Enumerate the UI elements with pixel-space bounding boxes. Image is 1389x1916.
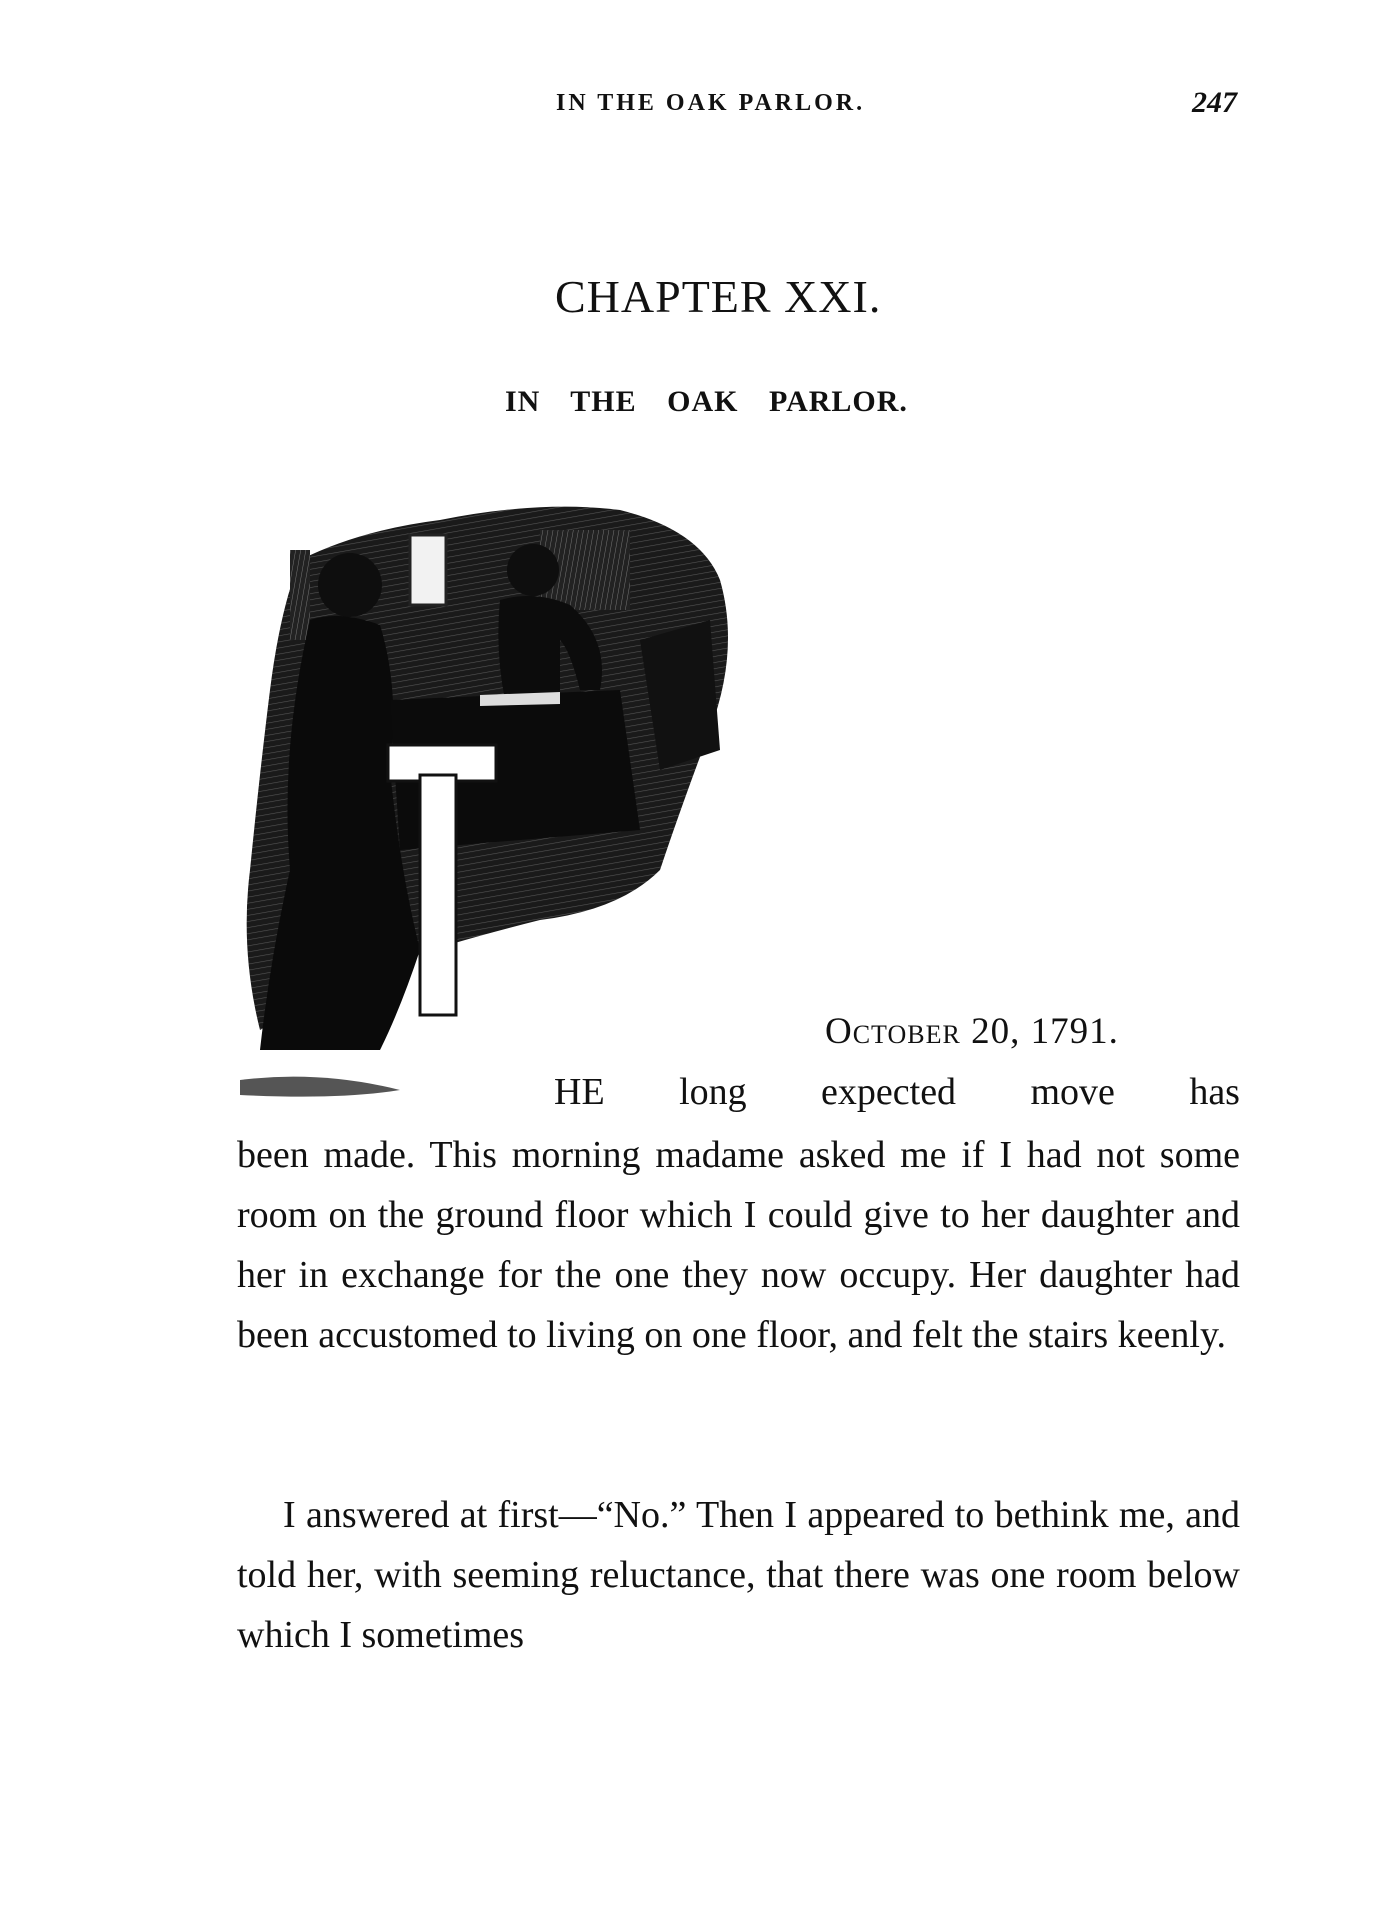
first-line bbox=[554, 1070, 1240, 1114]
page-number: 247 bbox=[1192, 86, 1237, 119]
dateline: October 20, 1791. bbox=[825, 1011, 1119, 1052]
first-line-word: long bbox=[679, 1071, 747, 1113]
engraving-illustration bbox=[240, 477, 860, 1110]
paragraph-2: I answered at first—“No.” Then I appeared to bethink me, and told her, with seeming reluctance, that there was one room below which I sometimes bbox=[237, 1494, 1240, 1656]
first-line-word: move bbox=[1030, 1071, 1115, 1113]
chapter-subtitle: IN THE OAK PARLOR. bbox=[505, 385, 908, 418]
running-head: IN THE OAK PARLOR. bbox=[556, 90, 866, 116]
chapter-title: CHAPTER XXI. bbox=[555, 271, 882, 322]
first-line-word: has bbox=[1189, 1071, 1240, 1113]
first-line-word: HE bbox=[554, 1071, 605, 1113]
first-line-word: expected bbox=[821, 1071, 957, 1113]
paragraph-1: been made. This morning madame asked me if I had not some room on the ground floor which I could give to her daughter and her in exchange for the one they now occupy. Her daughter had been accustomed to living on one floor, and felt the stairs keenly. bbox=[237, 1134, 1240, 1356]
drop-cap: T bbox=[240, 477, 250, 494]
